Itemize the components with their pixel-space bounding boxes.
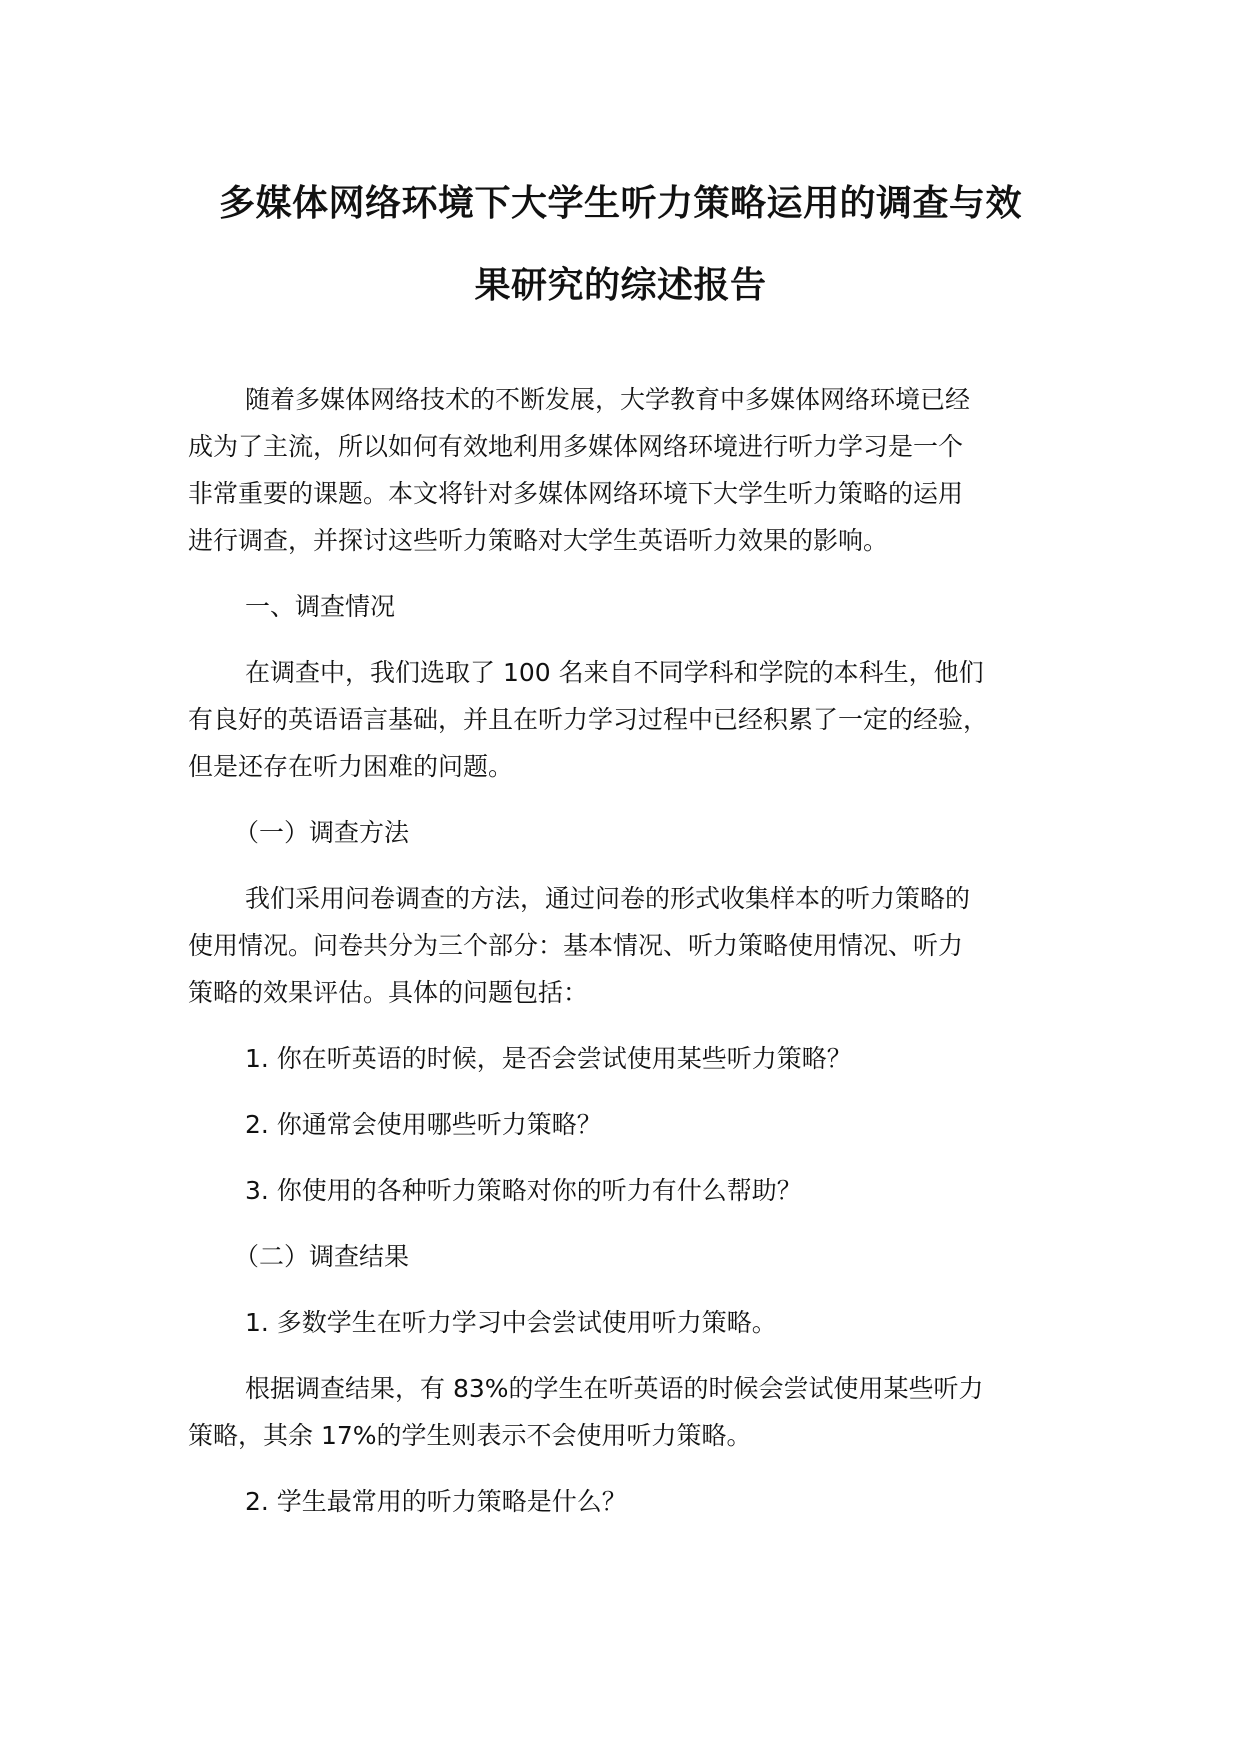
result-line: 策略，其余 17%的学生则表示不会使用听力策略。 [188,1421,752,1450]
intro-paragraph [188,376,1088,564]
result-line: 根据调查结果，有 83%的学生在听英语的时候会尝试使用某些听力 [245,1374,984,1403]
intro-line: 随着多媒体网络技术的不断发展，大学教育中多媒体网络环境已经 [245,385,971,414]
survey-line: 在调查中，我们选取了 100 名来自不同学科和学院的本科生，他们 [245,658,984,687]
result-item: 1. 多数学生在听力学习中会尝试使用听力策略。 [245,1308,777,1337]
section-heading-survey: 一、调查情况 [245,592,396,621]
method-line: 策略的效果评估。具体的问题包括： [188,978,589,1007]
intro-line: 非常重要的课题。本文将针对多媒体网络环境下大学生听力策略的运用 [188,479,964,508]
question-item: 1. 你在听英语的时候，是否会尝试使用某些听力策略？ [245,1044,852,1073]
method-paragraph [188,875,1088,1016]
method-line: 我们采用问卷调查的方法，通过问卷的形式收集样本的听力策略的 [245,884,971,913]
document-body [188,376,1088,1544]
subsection-heading-results: （二）调查结果 [234,1242,410,1271]
survey-line: 但是还存在听力困难的问题。 [188,752,514,781]
method-line: 使用情况。问卷共分为三个部分：基本情况、听力策略使用情况、听力 [188,931,964,960]
intro-line: 进行调查，并探讨这些听力策略对大学生英语听力效果的影响。 [188,526,889,555]
survey-paragraph [188,649,1088,790]
intro-line: 成为了主流，所以如何有效地利用多媒体网络环境进行听力学习是一个 [188,432,964,461]
survey-line: 有良好的英语语言基础，并且在听力学习过程中已经积累了一定的经验， [188,705,989,734]
question-item: 3. 你使用的各种听力策略对你的听力有什么帮助？ [245,1176,802,1205]
document-title-line-2: 果研究的综述报告 [474,265,767,306]
result-paragraph [188,1365,1088,1459]
result-item: 2. 学生最常用的听力策略是什么？ [245,1487,627,1516]
subsection-heading-method: （一）调查方法 [234,818,410,847]
question-item: 2. 你通常会使用哪些听力策略？ [245,1110,602,1139]
document-title-line-1: 多媒体网络环境下大学生听力策略运用的调查与效 [218,183,1022,224]
